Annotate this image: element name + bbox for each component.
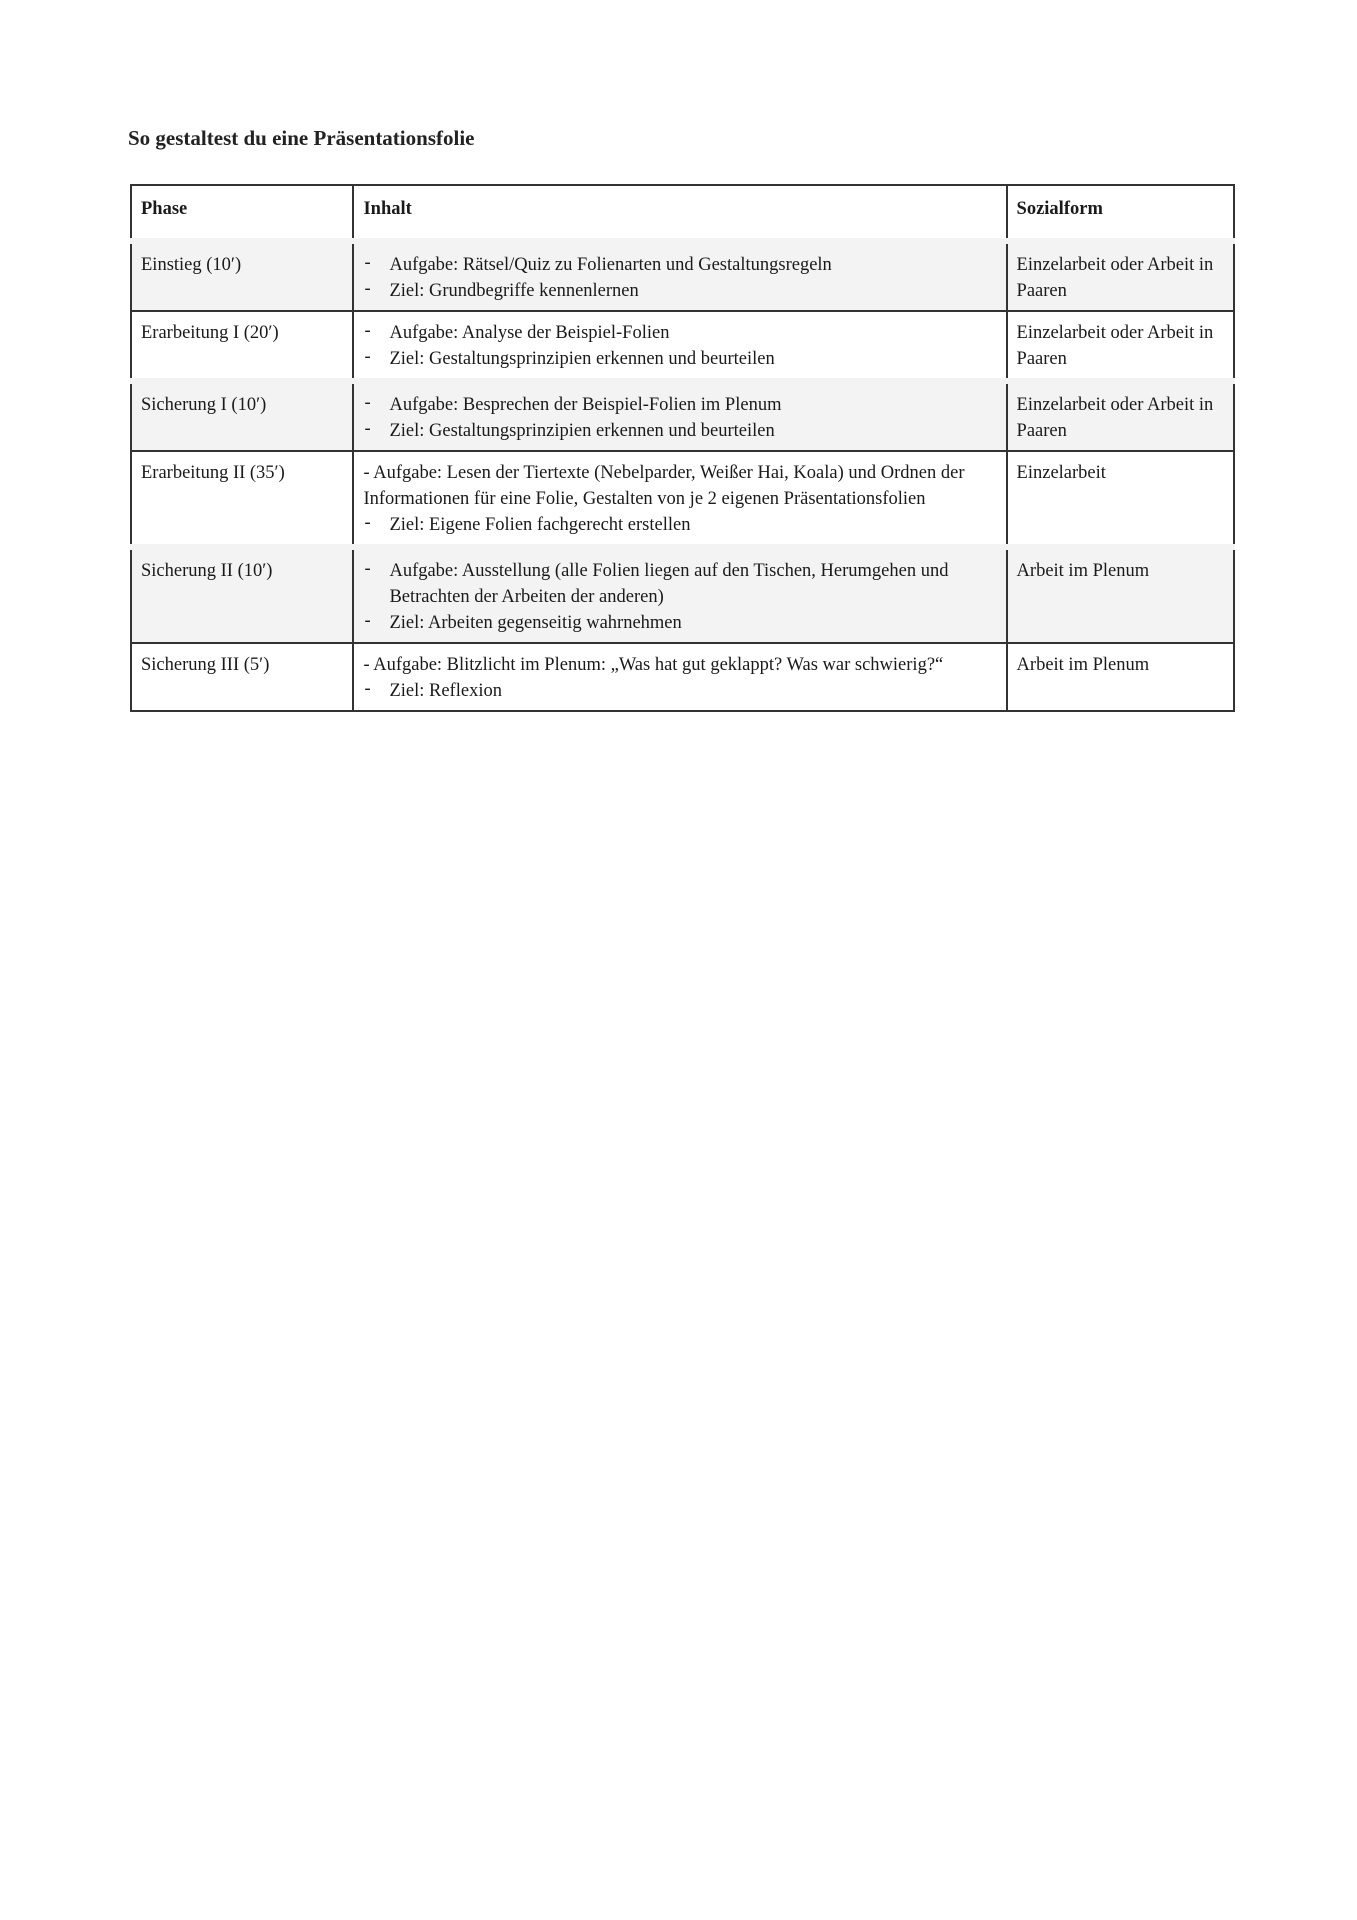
- inhalt-list: [363, 392, 997, 444]
- cell-sozialform: Einzelarbeit: [1007, 451, 1234, 547]
- cell-phase: Einstieg (10′): [131, 241, 353, 311]
- cell-phase: Sicherung I (10′): [131, 381, 353, 451]
- inhalt-list-item: - Aufgabe: Besprechen der Beispiel-Folien im Plenum: [363, 392, 997, 418]
- cell-sozialform: Arbeit im Plenum: [1007, 643, 1234, 711]
- table-row: [131, 451, 1234, 547]
- inhalt-list-item: - Ziel: Gestaltungsprinzipien erkennen und beurteilen: [363, 418, 997, 444]
- cell-phase: Erarbeitung I (20′): [131, 311, 353, 381]
- inhalt-list: [363, 252, 997, 304]
- table-row: [131, 547, 1234, 643]
- table-row: [131, 241, 1234, 311]
- header-inhalt: Inhalt: [353, 185, 1006, 241]
- cell-phase: Sicherung II (10′): [131, 547, 353, 643]
- cell-inhalt: [353, 643, 1006, 711]
- inhalt-list-item: - Ziel: Grundbegriffe kennenlernen: [363, 278, 997, 304]
- header-sozialform: Sozialform: [1007, 185, 1234, 241]
- table-header-row: [131, 185, 1234, 241]
- cell-inhalt: [353, 241, 1006, 311]
- inhalt-list-item: - Aufgabe: Ausstellung (alle Folien liegen auf den Tischen, Herumgehen und Betrachten der Arbeiten der anderen): [363, 558, 997, 610]
- inhalt-list: [363, 678, 997, 704]
- cell-sozialform: Einzelarbeit oder Arbeit in Paaren: [1007, 311, 1234, 381]
- cell-phase: Sicherung III (5′): [131, 643, 353, 711]
- inhalt-list-item: - Ziel: Gestaltungsprinzipien erkennen und beurteilen: [363, 346, 997, 372]
- table-row: [131, 643, 1234, 711]
- inhalt-list: [363, 558, 997, 636]
- cell-sozialform: Einzelarbeit oder Arbeit in Paaren: [1007, 241, 1234, 311]
- inhalt-list-item: - Aufgabe: Analyse der Beispiel-Folien: [363, 320, 997, 346]
- inhalt-list-item: - Ziel: Eigene Folien fachgerecht erstellen: [363, 512, 997, 538]
- inhalt-intro-text: - Aufgabe: Lesen der Tiertexte (Nebelparder, Weißer Hai, Koala) und Ordnen der Informationen für eine Folie, Gestalten von je 2 eigenen Präsentationsfolien: [363, 463, 965, 509]
- inhalt-intro-text: - Aufgabe: Blitzlicht im Plenum: „Was hat gut geklappt? Was war schwierig?“: [363, 655, 944, 675]
- header-phase: Phase: [131, 185, 353, 241]
- table-row: [131, 381, 1234, 451]
- inhalt-list-item: - Ziel: Reflexion: [363, 678, 997, 704]
- inhalt-list-item: - Aufgabe: Rätsel/Quiz zu Folienarten und Gestaltungsregeln: [363, 252, 997, 278]
- lesson-plan-table: [130, 184, 1235, 712]
- cell-inhalt: [353, 451, 1006, 547]
- cell-sozialform: Einzelarbeit oder Arbeit in Paaren: [1007, 381, 1234, 451]
- cell-sozialform: Arbeit im Plenum: [1007, 547, 1234, 643]
- table-row: [131, 311, 1234, 381]
- inhalt-list-item: - Ziel: Arbeiten gegenseitig wahrnehmen: [363, 610, 997, 636]
- cell-inhalt: [353, 311, 1006, 381]
- inhalt-list: [363, 512, 997, 538]
- cell-inhalt: [353, 381, 1006, 451]
- page-title: So gestaltest du eine Präsentationsfolie: [128, 126, 475, 150]
- cell-phase: Erarbeitung II (35′): [131, 451, 353, 547]
- cell-inhalt: [353, 547, 1006, 643]
- table-body: [131, 241, 1234, 711]
- inhalt-list: [363, 320, 997, 372]
